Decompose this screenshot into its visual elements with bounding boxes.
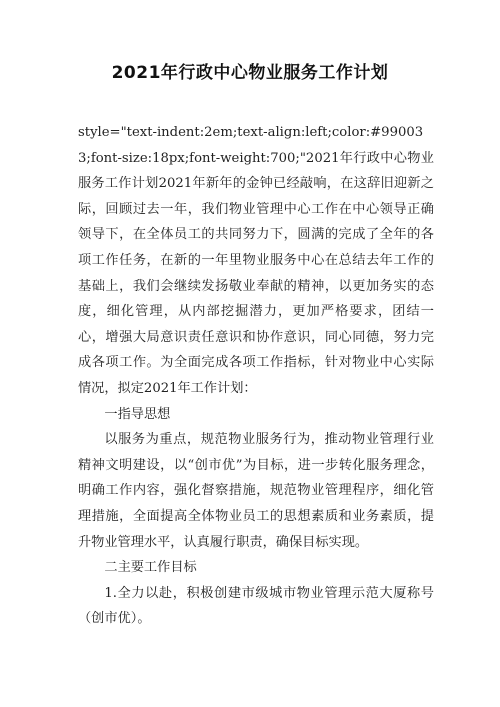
document-title: 2021年行政中心物业服务工作计划 xyxy=(111,63,389,83)
section-heading-guiding-ideology: 一指导思想 xyxy=(104,406,171,422)
goal-item-1: 1.全力以赴，积极创建市级城市物业管理示范大厦称号（创市优）。 xyxy=(78,585,434,627)
document-body xyxy=(78,120,434,632)
section-paragraph-guiding-ideology: 以服务为重点，规范物业服务行为，推动物业管理行业精神文明建设，以“创市优”为目标，进一步转化服务理念，明确工作内容，强化督察措施，规范物业管理程序，细化管理措施，全面提高全体物业员工的思想素质和业务素质，提升物业管理水平，认真履行职责，确保目标实现。 xyxy=(78,432,434,550)
intro-paragraph: style="text-indent:2em;text-align:left;color:#990033;font-size:18px;font-weight:700;"2021年行政中心物业服务工作计划2021年新年的金钟已经敲响，在这辞旧迎新之际，回顾过去一年，我们物业管理中心工作在中心领导正确领导下，在全体员工的共同努力下，圆满的完成了全年的各项工作任务，在新的一年里物业服务中心在总结去年工作的基础上，我们会继续发扬敬业奉献的精神，以更加务实的态度，细化管理，从内部挖掘潜力，更加严格要求，团结一心，增强大局意识责任意识和协作意识，同心同德，努力完成各项工作。为全面完成各项工作指标，针对物业中心实际情况，拟定2021年工作计划： xyxy=(78,125,434,396)
section-heading-main-goals: 二主要工作目标 xyxy=(104,560,197,576)
